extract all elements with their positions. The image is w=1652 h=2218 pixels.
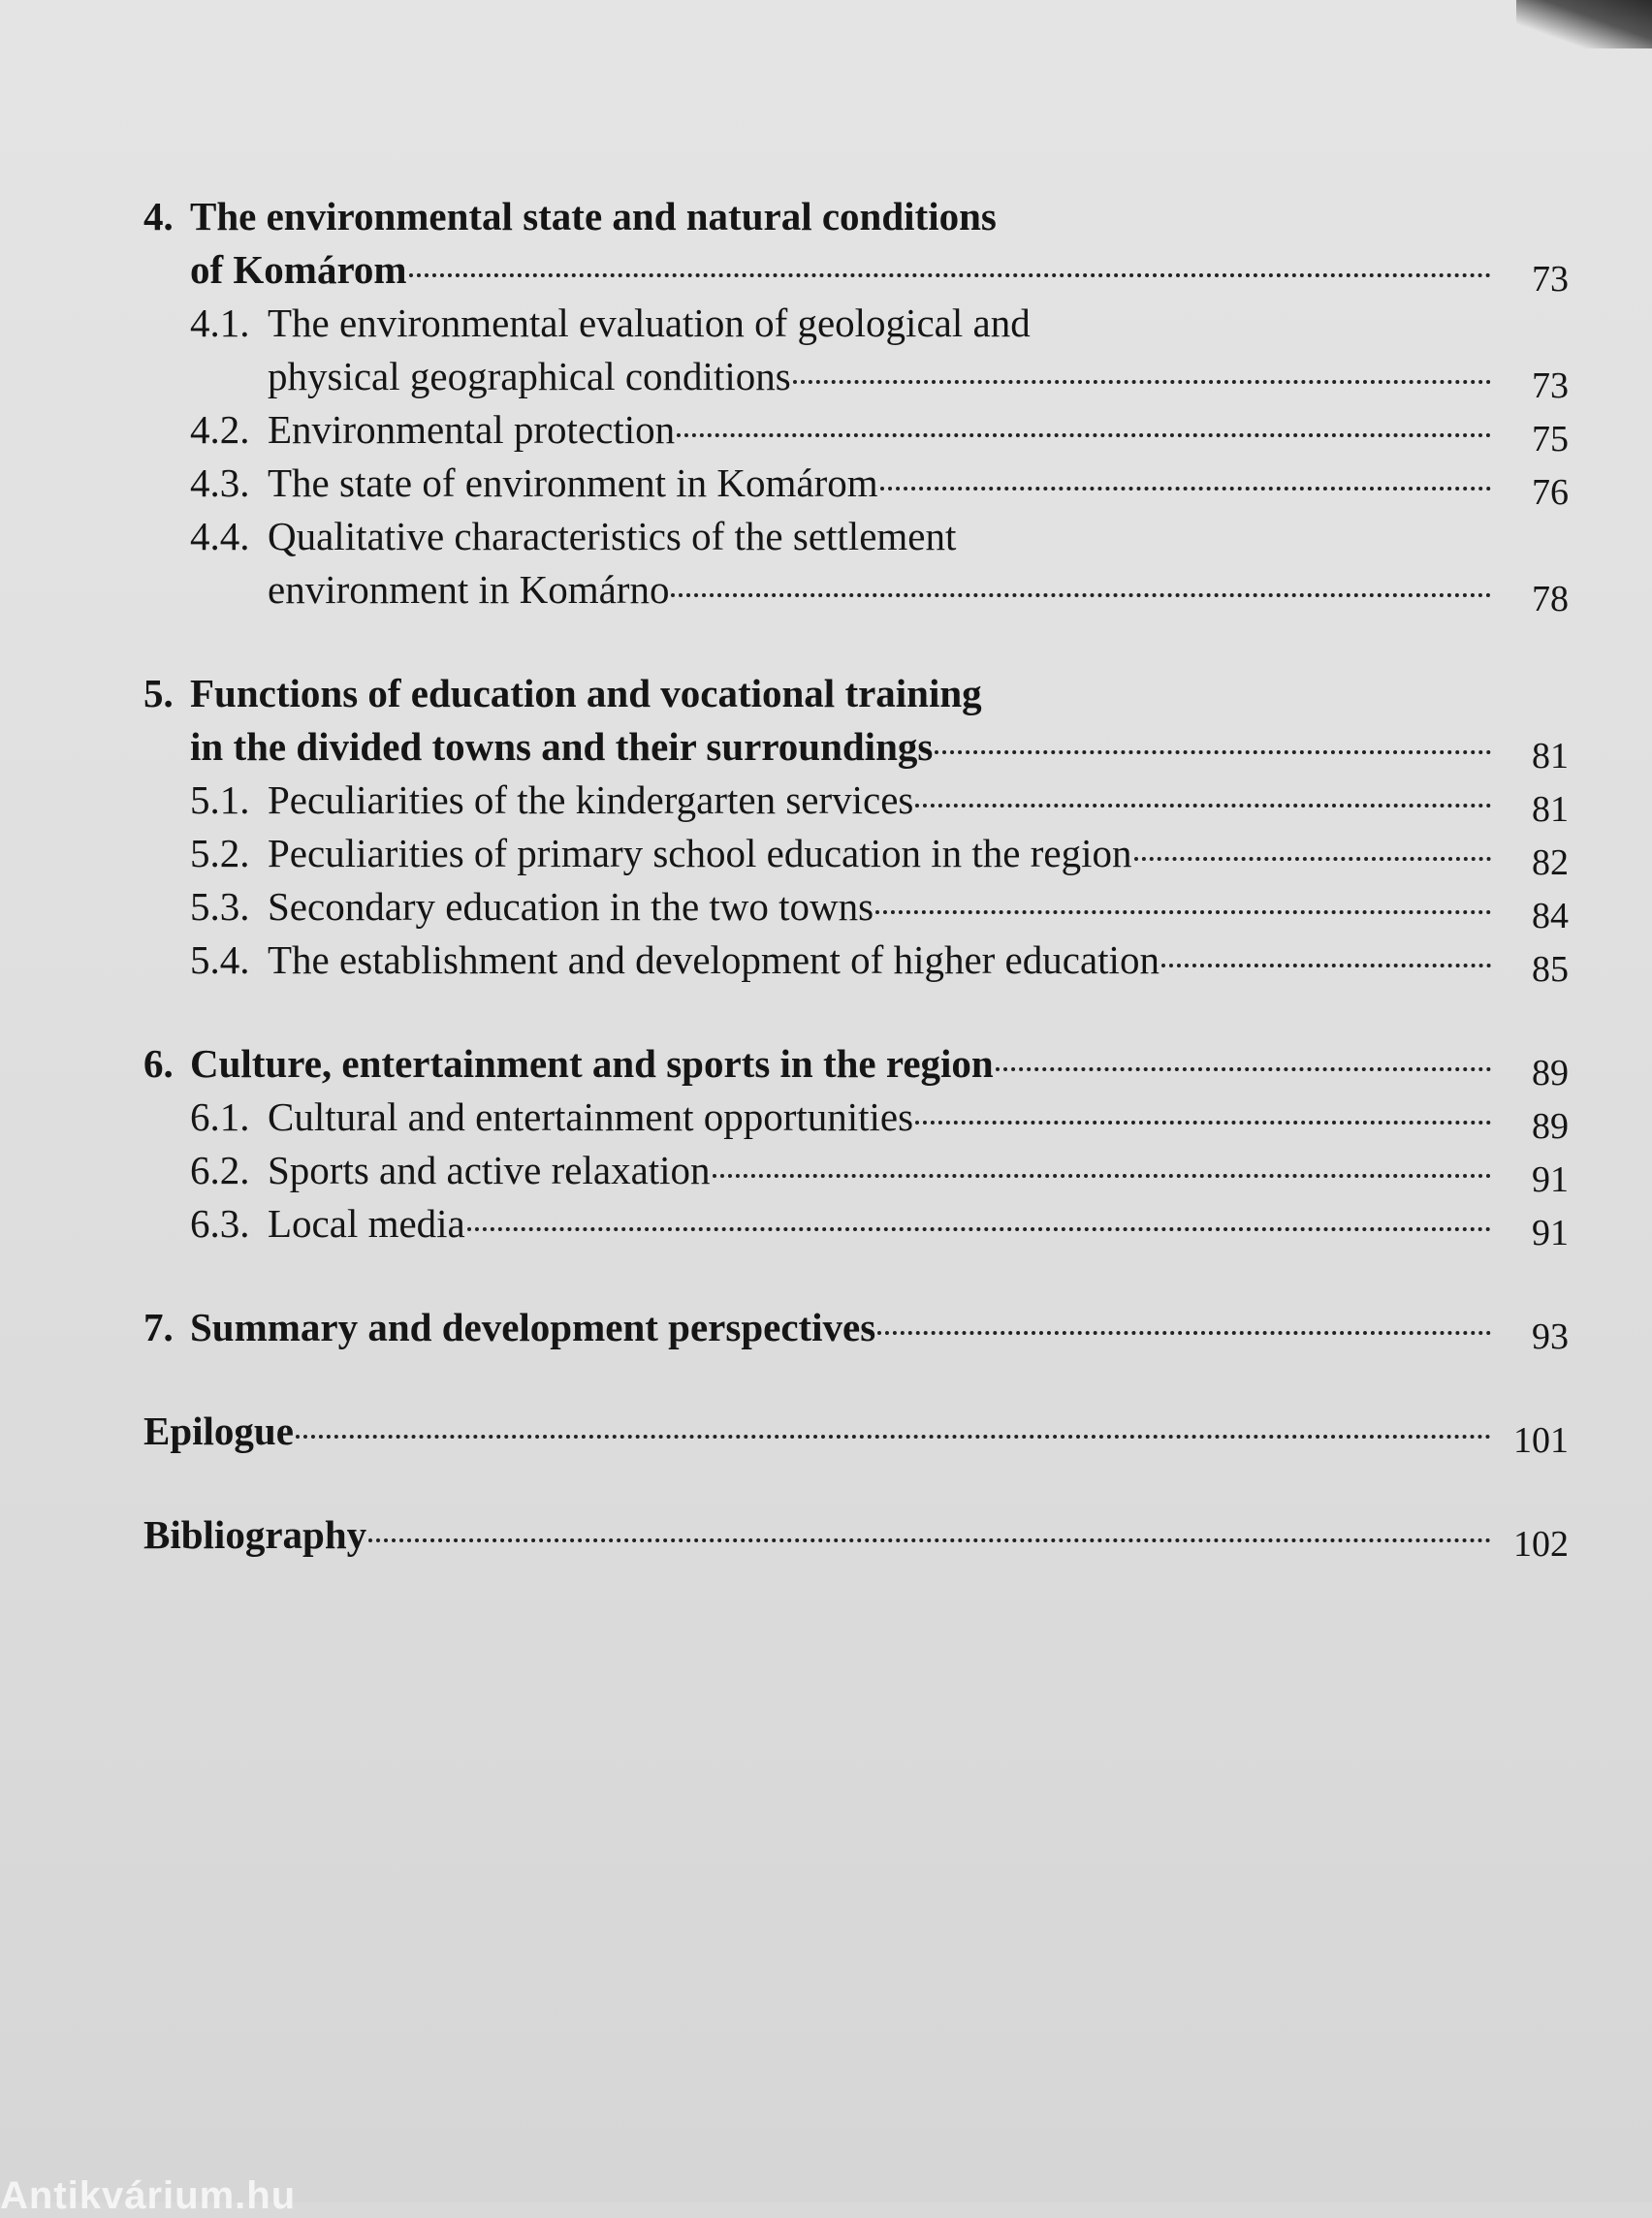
page-number: 91 [1532,1159,1569,1200]
toc-heading-6[interactable]: 6. Culture, entertainment and sports in the region 89 [143,1037,1569,1091]
toc-item-4-3[interactable]: 4.3. The state of environment in Komárom 76 [143,457,1569,510]
dot-leader [880,486,1491,491]
page-number: 81 [1532,789,1569,830]
dot-leader [875,909,1491,914]
toc-item-6-1[interactable]: 6.1. Cultural and entertainment opportunities 89 [143,1091,1569,1144]
page-number: 89 [1532,1106,1569,1147]
dot-leader [467,1226,1491,1231]
toc-item-4-1-line2[interactable]: physical geographical conditions 73 [143,350,1569,403]
toc-item-4-2[interactable]: 4.2. Environmental protection 75 [143,403,1569,457]
toc-section-7 [143,1301,1569,1357]
dot-leader [713,1173,1491,1178]
page-number: 89 [1532,1053,1569,1093]
dot-leader [996,1066,1491,1071]
page-number: 82 [1532,842,1569,883]
toc-item-4-4-line2[interactable]: environment in Komárno 78 [143,563,1569,617]
toc-item-5-4[interactable]: 5.4. The establishment and development of higher education 85 [143,934,1569,987]
page-number: 102 [1513,1524,1569,1565]
page-number: 93 [1532,1316,1569,1357]
toc-heading-bibliography[interactable]: Bibliography 102 [143,1508,1569,1562]
toc-heading-epilogue[interactable]: Epilogue 101 [143,1405,1569,1458]
page-number: 81 [1532,736,1569,776]
toc-section-5 [143,667,1569,990]
toc-heading-4-line1: 4. The environmental state and natural conditions [143,194,997,238]
page-number: 84 [1532,896,1569,936]
toc-heading-4-line2[interactable]: of Komárom 73 [143,243,1569,297]
dot-leader [1134,856,1492,861]
page-number: 78 [1532,579,1569,619]
toc-heading-7[interactable]: 7. Summary and development perspectives 93 [143,1301,1569,1354]
toc-item-4-1-line1: 4.1. The environmental evaluation of geological and [190,301,1031,345]
toc-item-6-2[interactable]: 6.2. Sports and active relaxation 91 [143,1144,1569,1197]
dot-leader [877,1330,1491,1335]
table-of-contents [143,190,1569,1612]
page-number: 101 [1513,1420,1569,1461]
dot-leader [677,432,1491,437]
toc-item-4-4-line1: 4.4. Qualitative characteristics of the settlement [190,514,957,558]
toc-item-5-1[interactable]: 5.1. Peculiarities of the kindergarten services 81 [143,774,1569,827]
page-number: 75 [1532,419,1569,459]
page-number: 73 [1532,365,1569,406]
toc-section-bibliography [143,1508,1569,1565]
dot-leader [935,749,1491,754]
dot-leader [296,1434,1491,1439]
watermark-text: Antikvárium.hu [0,2174,297,2217]
toc-heading-5-line2[interactable]: in the divided towns and their surroundings 81 [143,720,1569,774]
toc-item-6-3[interactable]: 6.3. Local media 91 [143,1197,1569,1251]
page-number: 85 [1532,949,1569,990]
toc-section-4 [143,190,1569,617]
dot-leader [915,803,1491,808]
dot-leader [409,272,1491,277]
page-number: 76 [1532,472,1569,513]
toc-heading-5-line1: 5. Functions of education and vocational training [143,671,982,715]
page-corner-shadow [1516,0,1652,48]
page-number: 91 [1532,1213,1569,1253]
dot-leader [1161,963,1491,967]
dot-leader [368,1537,1491,1542]
dot-leader [793,379,1491,384]
toc-section-epilogue [143,1405,1569,1461]
toc-item-5-2[interactable]: 5.2. Peculiarities of primary school education in the region 82 [143,827,1569,880]
page-number: 73 [1532,259,1569,300]
toc-section-6 [143,1037,1569,1251]
dot-leader [671,592,1491,597]
dot-leader [915,1120,1491,1125]
toc-item-5-3[interactable]: 5.3. Secondary education in the two towns 84 [143,880,1569,934]
